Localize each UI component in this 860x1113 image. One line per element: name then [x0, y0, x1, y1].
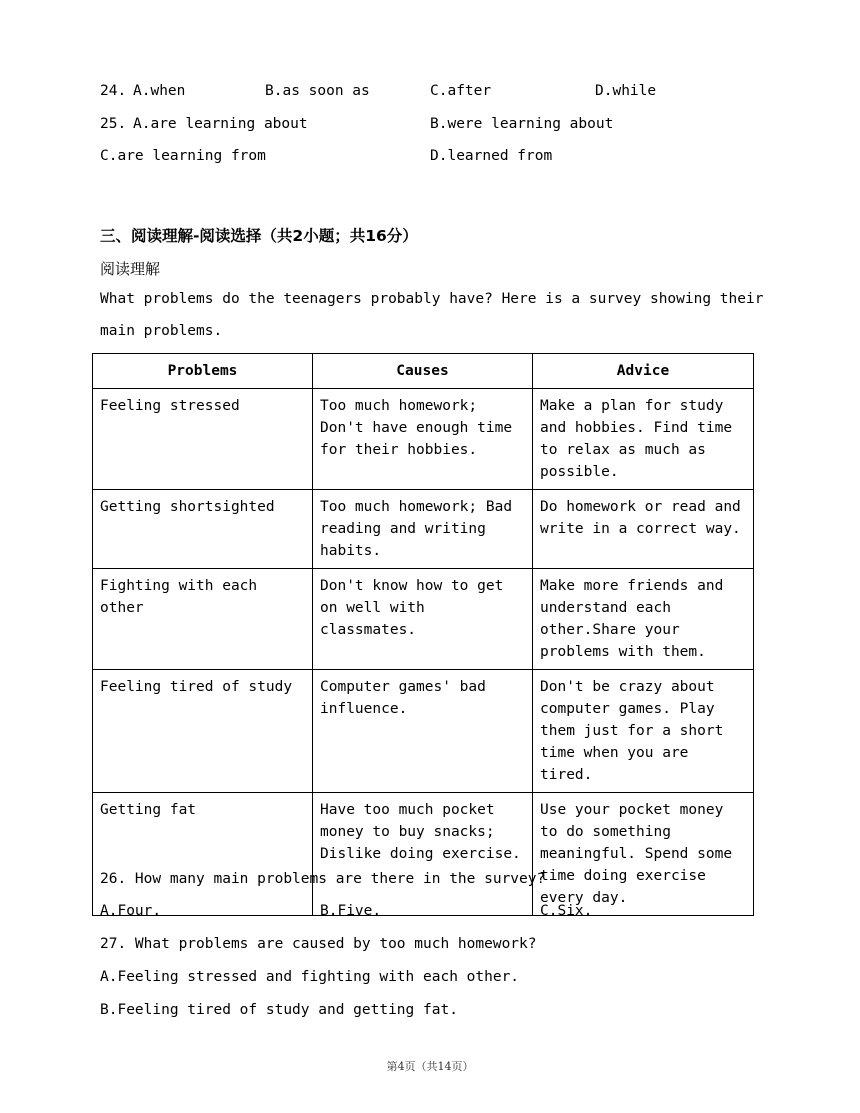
table-cell-cause: Too much homework; Don't have enough time for their hobbies. — [313, 389, 533, 490]
table-cell-cause: Have too much pocket money to buy snacks; Dislike doing exercise. — [313, 793, 533, 916]
q24-option-c: C.after — [430, 83, 492, 99]
table-cell-cause: Don't know how to get on well with classmates. — [313, 569, 533, 670]
table-cell-advice: Don't be crazy about computer games. Play them just for a short time when you are tired. — [533, 670, 754, 793]
table-cell-problem: Feeling stressed — [93, 389, 313, 490]
q24-option-a: A.when — [133, 83, 186, 99]
section-subheading: 阅读理解 — [100, 260, 161, 278]
table-cell-problem: Getting fat — [93, 793, 313, 916]
table-cell-advice: Make more friends and understand each other.Share your problems with them. — [533, 569, 754, 670]
q24-option-b: B.as soon as — [265, 83, 370, 99]
q26-text: 26. How many main problems are there in the survey? — [100, 871, 546, 887]
q26-option-c: C.Six. — [540, 903, 593, 919]
table-row — [93, 490, 754, 569]
q27-option-b: B.Feeling tired of study and getting fat. — [100, 1002, 458, 1018]
q25-option-c: C.are learning from — [100, 148, 266, 164]
table-cell-problem: Fighting with each other — [93, 569, 313, 670]
q27-option-a: A.Feeling stressed and fighting with each other. — [100, 969, 520, 985]
table-cell-cause: Computer games' bad influence. — [313, 670, 533, 793]
header-advice: Advice — [533, 354, 754, 389]
q27-text: 27. What problems are caused by too much homework? — [100, 936, 537, 952]
q26-option-b: B.Five. — [320, 903, 382, 919]
q25-number: 25. — [100, 116, 127, 132]
section-heading: 三、阅读理解-阅读选择（共2小题；共16分） — [100, 227, 418, 245]
table-cell-advice: Use your pocket money to do something meaningful. Spend some time doing exercise every day. — [533, 793, 754, 916]
table-cell-cause: Too much homework; Bad reading and writing habits. — [313, 490, 533, 569]
table-row — [93, 389, 754, 490]
header-causes: Causes — [313, 354, 533, 389]
table-cell-problem: Feeling tired of study — [93, 670, 313, 793]
table-cell-advice: Do homework or read and write in a correct way. — [533, 490, 754, 569]
passage-line-2: main problems. — [100, 323, 223, 339]
q24-option-d: D.while — [595, 83, 657, 99]
q25-option-d: D.learned from — [430, 148, 553, 164]
table-row — [93, 569, 754, 670]
q26-option-a: A.Four. — [100, 903, 162, 919]
table-cell-advice: Make a plan for study and hobbies. Find time to relax as much as possible. — [533, 389, 754, 490]
table-row — [93, 793, 754, 916]
header-problems: Problems — [93, 354, 313, 389]
q24-number: 24. — [100, 83, 127, 99]
page-footer: 第4页（共14页） — [386, 1060, 474, 1073]
table-row — [93, 670, 754, 793]
q25-option-b: B.were learning about — [430, 116, 614, 132]
survey-table — [92, 353, 754, 916]
q25-option-a: A.are learning about — [133, 116, 308, 132]
passage-line-1: What problems do the teenagers probably have? Here is a survey showing their — [100, 291, 764, 307]
table-header-row — [93, 354, 754, 389]
table-cell-problem: Getting shortsighted — [93, 490, 313, 569]
